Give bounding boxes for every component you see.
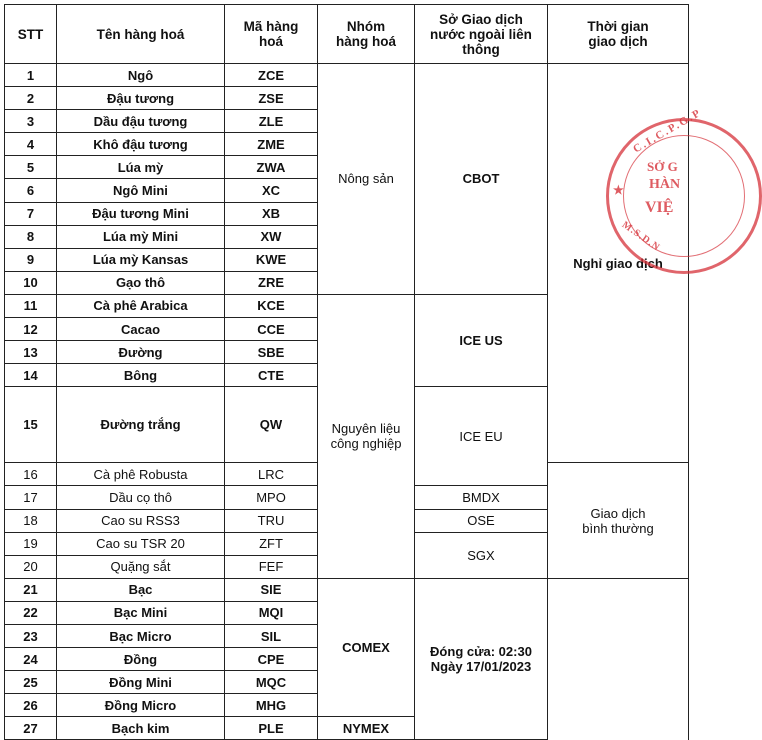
cell-stt: 27	[5, 717, 57, 740]
cell-stt: 16	[5, 463, 57, 486]
commodity-table	[4, 4, 689, 740]
cell-name: Bạch kim	[57, 717, 225, 740]
cell-stt: 21	[5, 578, 57, 601]
cell-code: FEF	[225, 555, 318, 578]
cell-name: Ngô Mini	[57, 179, 225, 202]
cell-name: Dầu cọ thô	[57, 486, 225, 509]
cell-code: ZFT	[225, 532, 318, 555]
cell-name: Cà phê Robusta	[57, 463, 225, 486]
cell-code: ZWA	[225, 156, 318, 179]
cell-name: Đồng Micro	[57, 694, 225, 717]
group-nguyen-lieu: Nguyên liệu công nghiệp	[318, 294, 415, 578]
cell-code: MHG	[225, 694, 318, 717]
exchange-bmdx: BMDX	[415, 486, 548, 509]
cell-stt: 13	[5, 341, 57, 364]
cell-stt: 6	[5, 179, 57, 202]
cell-code: SIE	[225, 578, 318, 601]
header-row	[5, 5, 689, 64]
group-nong-san: Nông sản	[318, 64, 415, 295]
cell-stt: 7	[5, 202, 57, 225]
cell-name: Quặng sắt	[57, 555, 225, 578]
cell-name: Dầu đậu tương	[57, 110, 225, 133]
exchange-sgx: SGX	[415, 532, 548, 578]
cell-code: MPO	[225, 486, 318, 509]
table-row	[5, 578, 689, 601]
cell-code: ZRE	[225, 271, 318, 294]
exchange-nymex: NYMEX	[318, 717, 415, 740]
time-close-label: Đóng cửa: 02:30	[430, 644, 532, 660]
cell-name: Đường	[57, 341, 225, 364]
cell-name: Khô đậu tương	[57, 133, 225, 156]
exchange-ice-us: ICE US	[415, 294, 548, 386]
exchange-comex: COMEX	[318, 578, 415, 717]
cell-code: PLE	[225, 717, 318, 740]
cell-name: Đậu tương	[57, 87, 225, 110]
cell-stt: 1	[5, 64, 57, 87]
cell-name: Đồng Mini	[57, 671, 225, 694]
cell-name: Cà phê Arabica	[57, 294, 225, 317]
cell-stt: 5	[5, 156, 57, 179]
cell-stt: 24	[5, 648, 57, 671]
cell-name: Bông	[57, 364, 225, 387]
header-exchange: Sở Giao dịch nước ngoài liên thông	[415, 5, 548, 64]
cell-name: Cacao	[57, 318, 225, 341]
cell-code: SIL	[225, 624, 318, 647]
cell-name: Cao su RSS3	[57, 509, 225, 532]
cell-stt: 9	[5, 248, 57, 271]
cell-name: Lúa mỳ Kansas	[57, 248, 225, 271]
cell-code: ZME	[225, 133, 318, 156]
exchange-ose: OSE	[415, 509, 548, 532]
header-stt: STT	[5, 5, 57, 64]
cell-name: Ngô	[57, 64, 225, 87]
cell-stt: 11	[5, 294, 57, 317]
cell-stt: 14	[5, 364, 57, 387]
cell-code: SBE	[225, 341, 318, 364]
cell-stt: 3	[5, 110, 57, 133]
cell-code: XC	[225, 179, 318, 202]
time-giao-dich-binh-thuong: Giao dịch bình thường	[548, 463, 689, 578]
cell-stt: 2	[5, 87, 57, 110]
cell-code: KWE	[225, 248, 318, 271]
cell-stt: 17	[5, 486, 57, 509]
cell-stt: 15	[5, 387, 57, 463]
cell-name: Bạc Micro	[57, 624, 225, 647]
cell-stt: 23	[5, 624, 57, 647]
cell-stt: 19	[5, 532, 57, 555]
exchange-ice-eu: ICE EU	[415, 387, 548, 486]
cell-code: CTE	[225, 364, 318, 387]
cell-code: QW	[225, 387, 318, 463]
cell-code: ZLE	[225, 110, 318, 133]
cell-stt: 26	[5, 694, 57, 717]
cell-stt: 25	[5, 671, 57, 694]
header-name: Tên hàng hoá	[57, 5, 225, 64]
cell-code: XW	[225, 225, 318, 248]
cell-stt: 4	[5, 133, 57, 156]
cell-name: Gạo thô	[57, 271, 225, 294]
cell-code: MQI	[225, 601, 318, 624]
cell-name: Bạc	[57, 578, 225, 601]
star-icon: ★	[613, 183, 624, 197]
time-nghi-giao-dich: Nghỉ giao dịch	[548, 64, 689, 463]
time-dong-cua-0230	[415, 578, 548, 740]
table-row	[5, 64, 689, 87]
cell-code: XB	[225, 202, 318, 225]
cell-stt: 10	[5, 271, 57, 294]
header-group: Nhóm hàng hoá	[318, 5, 415, 64]
cell-name: Lúa mỳ	[57, 156, 225, 179]
header-code: Mã hàng hoá	[225, 5, 318, 64]
cell-stt: 22	[5, 601, 57, 624]
exchange-cbot: CBOT	[415, 64, 548, 295]
table-row	[5, 717, 689, 740]
time-close-date: Ngày 17/01/2023	[430, 659, 532, 675]
cell-code: MQC	[225, 671, 318, 694]
cell-code: ZCE	[225, 64, 318, 87]
cell-code: TRU	[225, 509, 318, 532]
stamp-text-bottom: M.S.D.N	[619, 219, 663, 254]
cell-name: Đậu tương Mini	[57, 202, 225, 225]
cell-name: Đường trắng	[57, 387, 225, 463]
header-time: Thời gian giao dịch	[548, 5, 689, 64]
cell-stt: 20	[5, 555, 57, 578]
cell-name: Lúa mỳ Mini	[57, 225, 225, 248]
cell-stt: 8	[5, 225, 57, 248]
cell-code: CPE	[225, 648, 318, 671]
stamp-text-top: C.I.C.P.G.P	[631, 106, 704, 156]
cell-name: Cao su TSR 20	[57, 532, 225, 555]
cell-name: Đồng	[57, 648, 225, 671]
stamp-text-mid2: HÀN	[649, 177, 681, 192]
cell-name: Bạc Mini	[57, 601, 225, 624]
cell-code: CCE	[225, 318, 318, 341]
cell-code: LRC	[225, 463, 318, 486]
cell-stt: 18	[5, 509, 57, 532]
cell-code: KCE	[225, 294, 318, 317]
stamp-text-mid1: SỞ G	[647, 159, 678, 174]
stamp-text-mid3: VIỆ	[645, 199, 674, 216]
cell-stt: 12	[5, 318, 57, 341]
cell-code: ZSE	[225, 87, 318, 110]
